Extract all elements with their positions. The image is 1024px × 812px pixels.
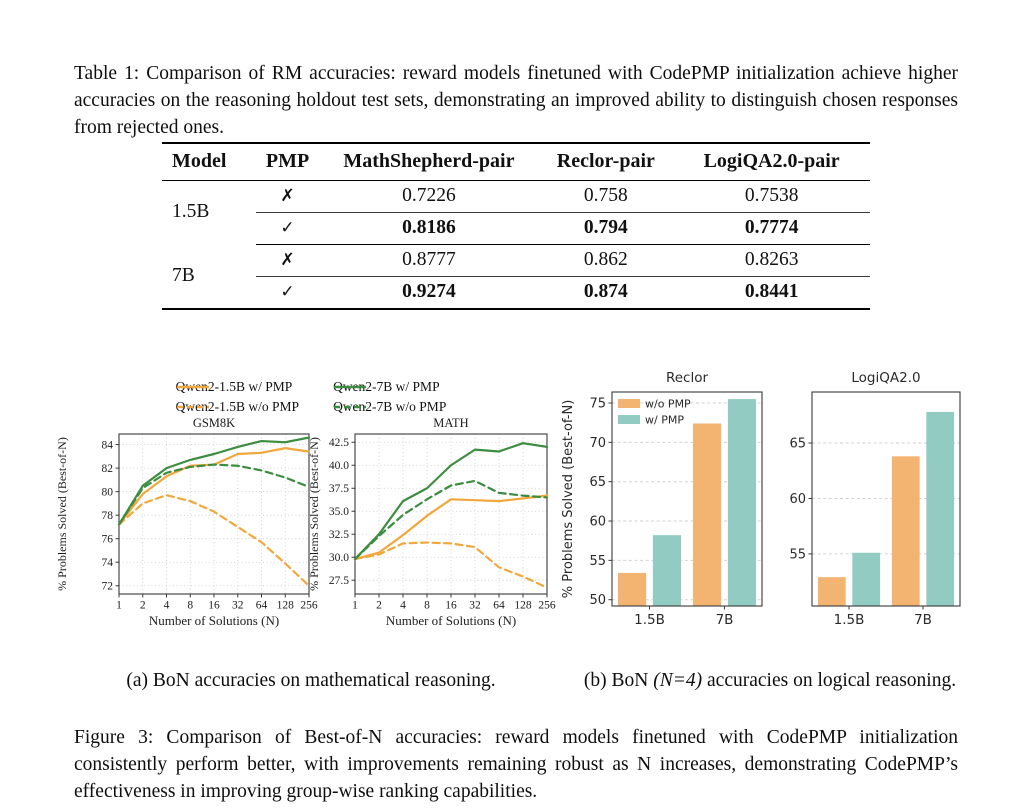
svg-text:50: 50 <box>589 593 606 609</box>
svg-text:1: 1 <box>352 599 358 612</box>
x-mark-icon: ✗ <box>280 186 295 206</box>
svg-text:128: 128 <box>276 599 294 612</box>
svg-text:35.0: 35.0 <box>328 506 349 519</box>
legend-item <box>176 398 299 416</box>
legend-label: Qwen2-1.5B w/o PMP <box>175 399 300 414</box>
svg-text:1.5B: 1.5B <box>833 612 865 628</box>
svg-text:32.5: 32.5 <box>328 529 349 542</box>
chart-title: GSM8K <box>192 416 236 430</box>
table-cell: 0.7774 <box>673 213 870 245</box>
svg-text:80: 80 <box>101 486 113 499</box>
table-row <box>162 277 870 310</box>
svg-text:70: 70 <box>589 435 606 451</box>
table-cell: 0.9274 <box>402 281 456 302</box>
results-table <box>162 142 870 310</box>
svg-text:32: 32 <box>469 599 481 612</box>
svg-text:2: 2 <box>139 599 146 612</box>
legend-item <box>176 378 299 396</box>
subcaption-b-suffix: accuracies on logical reasoning. <box>702 669 957 691</box>
gsm8k-line-chart <box>55 416 318 638</box>
legend-label: w/o PMP <box>645 397 691 411</box>
legend-line-swatch <box>176 404 210 410</box>
table-cell: 0.758 <box>538 181 673 213</box>
table-header-cell: Reclor-pair <box>538 143 673 181</box>
table-row <box>162 245 870 277</box>
svg-text:37.5: 37.5 <box>328 483 349 496</box>
svg-text:78: 78 <box>101 509 113 522</box>
subcaption-a: (a) BoN accuracies on mathematical reasoning. <box>126 669 496 691</box>
bar-7B-w/o PMP <box>892 456 920 606</box>
legend-line-swatch <box>333 404 367 410</box>
math-line-chart <box>307 416 556 638</box>
gridlines <box>119 434 309 594</box>
chart-title: LogiQA2.0 <box>851 370 921 386</box>
svg-text:128: 128 <box>514 599 532 612</box>
svg-text:7B: 7B <box>715 612 734 628</box>
table-cell: 0.8263 <box>673 245 870 277</box>
subfigure-a-math-reasoning <box>55 372 567 640</box>
series-lines <box>355 443 547 587</box>
table-row <box>162 213 870 245</box>
series-dashed <box>119 495 309 586</box>
subcaption-b <box>560 670 980 692</box>
check-mark-icon: ✓ <box>280 282 295 302</box>
svg-text:60: 60 <box>589 514 606 530</box>
y-axis-label: % Problems Solved (Best-of-N) <box>307 437 321 591</box>
reclor-bar-chart <box>560 370 768 636</box>
legend-label: Qwen2-7B w/ PMP <box>333 379 440 394</box>
bar-1.5B-w/o PMP <box>618 573 646 606</box>
svg-text:8: 8 <box>187 599 194 612</box>
table-cell: 0.8777 <box>319 245 538 277</box>
series-solid <box>355 443 547 559</box>
svg-text:72: 72 <box>101 580 113 593</box>
line-chart-legend <box>55 378 567 416</box>
bars <box>618 399 756 606</box>
svg-text:74: 74 <box>101 557 113 570</box>
table-cell: 0.7226 <box>319 181 538 213</box>
bar-1.5B-w/ PMP <box>653 535 681 606</box>
svg-text:42.5: 42.5 <box>328 437 349 450</box>
legend-item <box>333 398 446 416</box>
legend-label: w/ PMP <box>645 413 684 427</box>
svg-text:4: 4 <box>163 599 170 612</box>
svg-text:55: 55 <box>789 547 806 563</box>
legend-item <box>333 378 446 396</box>
svg-text:55: 55 <box>589 553 606 569</box>
svg-text:256: 256 <box>538 599 556 612</box>
svg-text:256: 256 <box>300 599 318 612</box>
svg-text:8: 8 <box>424 599 430 612</box>
series-dashed <box>355 481 547 559</box>
svg-text:1: 1 <box>116 599 122 612</box>
legend-swatch <box>618 415 640 424</box>
bar-1.5B-w/ PMP <box>852 553 880 606</box>
table-cell: 0.862 <box>538 245 673 277</box>
subcaption-b-italic: (N=4) <box>653 669 703 691</box>
svg-text:82: 82 <box>101 462 113 475</box>
bar-chart-legend <box>618 398 691 427</box>
bar-1.5B-w/o PMP <box>818 577 846 606</box>
svg-text:65: 65 <box>589 475 606 491</box>
svg-text:16: 16 <box>208 599 220 612</box>
svg-text:1.5B: 1.5B <box>634 612 665 628</box>
check-mark-icon: ✓ <box>280 218 295 238</box>
bar-7B-w/ PMP <box>728 399 756 606</box>
svg-text:75: 75 <box>589 396 606 412</box>
subfigure-b-logical-reasoning <box>560 370 980 638</box>
svg-text:7B: 7B <box>914 612 932 628</box>
svg-text:76: 76 <box>101 533 113 546</box>
chart-title: Reclor <box>665 370 709 386</box>
model-cell: 1.5B <box>172 201 210 223</box>
y-axis-label: % Problems Solved (Best-of-N) <box>55 437 69 591</box>
svg-text:65: 65 <box>789 436 806 452</box>
series-dashed <box>119 465 309 525</box>
svg-text:64: 64 <box>255 599 268 612</box>
table-cell: 0.8441 <box>744 281 799 302</box>
table-header-cell: LogiQA2.0-pair <box>673 143 870 181</box>
svg-text:16: 16 <box>445 599 457 612</box>
table-cell: 0.794 <box>538 213 673 245</box>
gridlines <box>355 434 547 594</box>
legend-line-swatch <box>333 384 367 390</box>
bar-7B-w/o PMP <box>693 423 721 606</box>
table-header-cell: MathShepherd-pair <box>319 143 538 181</box>
legend-line-swatch <box>176 384 210 390</box>
svg-text:27.5: 27.5 <box>328 575 349 588</box>
x-axis-label: Number of Solutions (N) <box>385 613 517 628</box>
svg-text:2: 2 <box>376 599 382 612</box>
legend-swatch <box>618 399 640 408</box>
axes <box>329 434 556 612</box>
svg-text:84: 84 <box>101 439 113 452</box>
table-cell: 0.7538 <box>673 181 870 213</box>
legend-label: Qwen2-7B w/o PMP <box>333 399 447 414</box>
chart-title: MATH <box>433 416 469 430</box>
svg-text:30.0: 30.0 <box>328 552 349 565</box>
svg-text:64: 64 <box>493 599 505 612</box>
table-cell: 0.874 <box>583 281 628 302</box>
table-header-cell: Model <box>162 143 256 181</box>
svg-text:32: 32 <box>232 599 244 612</box>
table-header-row <box>162 143 870 181</box>
axes <box>102 434 318 612</box>
table-header-cell: PMP <box>256 143 320 181</box>
table-row <box>162 181 870 213</box>
svg-text:40.0: 40.0 <box>328 460 349 473</box>
x-mark-icon: ✗ <box>280 250 295 270</box>
subcaption-b-prefix: (b) BoN <box>583 669 654 691</box>
legend-label: Qwen2-1.5B w/ PMP <box>175 379 293 394</box>
table-cell: 0.8186 <box>319 213 538 245</box>
x-axis-label: Number of Solutions (N) <box>148 613 280 628</box>
bar-7B-w/ PMP <box>926 412 954 606</box>
svg-text:4: 4 <box>400 599 406 612</box>
logiqa-bar-chart <box>778 370 966 636</box>
y-axis-label: % Problems Solved (Best-of-N) <box>561 399 576 599</box>
table-caption: Table 1: Comparison of RM accuracies: reward models finetuned with CodePMP initialization achieve higher accuracies on the reasoning holdout test sets, demonstrating an improved ability to distinguish chosen responses from rejected ones. <box>74 62 958 139</box>
bars <box>818 412 954 606</box>
svg-text:60: 60 <box>789 491 806 507</box>
model-cell: 7B <box>172 264 195 286</box>
figure-caption: Figure 3: Comparison of Best-of-N accuracies: reward models finetuned with CodePMP initialization consistently perform better, with improvements remaining robust as N increases, demonstrating CodePMP’s effectiveness in improving group-wise ranking capabilities. <box>74 726 958 803</box>
